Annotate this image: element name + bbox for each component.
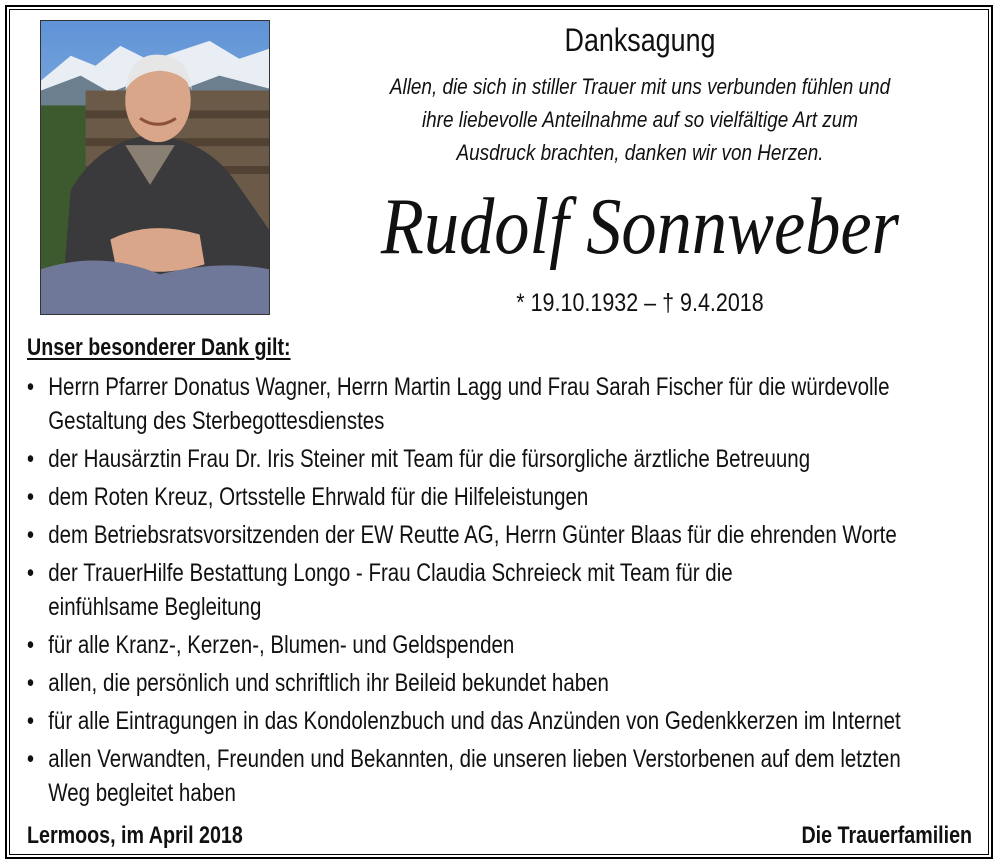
intro-text	[373, 70, 906, 169]
intro-line: Ausdruck brachten, danken wir von Herzen.	[456, 140, 824, 165]
bullet-icon: •	[26, 445, 35, 473]
list-item	[22, 442, 965, 476]
list-item-text: dem Betriebsratsvorsitzenden der EW Reutte AG, Herrn Günter Blaas für die ehrenden Worte	[48, 521, 897, 549]
bullet-icon: •	[26, 669, 35, 697]
life-dates: * 19.10.1932 – † 9.4.2018	[516, 289, 764, 317]
list-item-text: Weg begleitet haben	[48, 779, 236, 807]
list-item-text: allen Verwandten, Freunden und Bekannten, die unseren lieben Verstorbenen auf dem letzten	[48, 745, 901, 773]
list-item	[22, 628, 965, 662]
list-item-text: Gestaltung des Sterbegottesdienstes	[48, 407, 385, 435]
list-item-text: für alle Kranz-, Kerzen-, Blumen- und Geldspenden	[48, 631, 515, 659]
place-date: Lermoos, im April 2018	[27, 822, 243, 849]
list-item-text: der TrauerHilfe Bestattung Longo - Frau Claudia Schreieck mit Team für die	[48, 559, 733, 587]
list-item-text: Herrn Pfarrer Donatus Wagner, Herrn Martin Lagg und Frau Sarah Fischer für die würdevolle	[48, 373, 890, 401]
bullet-icon: •	[26, 707, 35, 735]
list-item-text: für alle Eintragungen in das Kondolenzbuch und das Anzünden von Gedenkkerzen im Internet	[48, 707, 901, 735]
notice-title: Danksagung	[564, 22, 716, 58]
thanks-list	[22, 370, 965, 814]
portrait-image	[41, 21, 269, 314]
list-item	[22, 742, 965, 810]
list-item	[22, 666, 965, 700]
list-item-text: dem Roten Kreuz, Ortsstelle Ehrwald für die Hilfeleistungen	[48, 483, 589, 511]
intro-line: Allen, die sich in stiller Trauer mit uns verbunden fühlen und	[389, 74, 891, 99]
portrait-photo	[40, 20, 270, 315]
bullet-icon: •	[26, 559, 35, 587]
bullet-icon: •	[26, 521, 35, 549]
list-item	[22, 518, 965, 552]
list-item-text: der Hausärztin Frau Dr. Iris Steiner mit Team für die fürsorgliche ärztliche Betreuung	[48, 445, 811, 473]
list-item-text: einfühlsame Begleitung	[48, 593, 262, 621]
list-item	[22, 556, 965, 624]
list-item-text: allen, die persönlich und schriftlich ihr Beileid bekundet haben	[48, 669, 609, 697]
bullet-icon: •	[26, 483, 35, 511]
list-item	[22, 480, 965, 514]
list-item	[22, 704, 965, 738]
bullet-icon: •	[26, 373, 35, 401]
intro-line: ihre liebevolle Anteilnahme auf so vielfältige Art zum	[421, 107, 859, 132]
bullet-icon: •	[26, 631, 35, 659]
deceased-name: Rudolf Sonnweber	[380, 183, 900, 271]
list-item	[22, 370, 965, 438]
signature: Die Trauerfamilien	[801, 822, 972, 849]
thanks-heading: Unser besonderer Dank gilt:	[27, 334, 291, 361]
bullet-icon: •	[26, 745, 35, 773]
